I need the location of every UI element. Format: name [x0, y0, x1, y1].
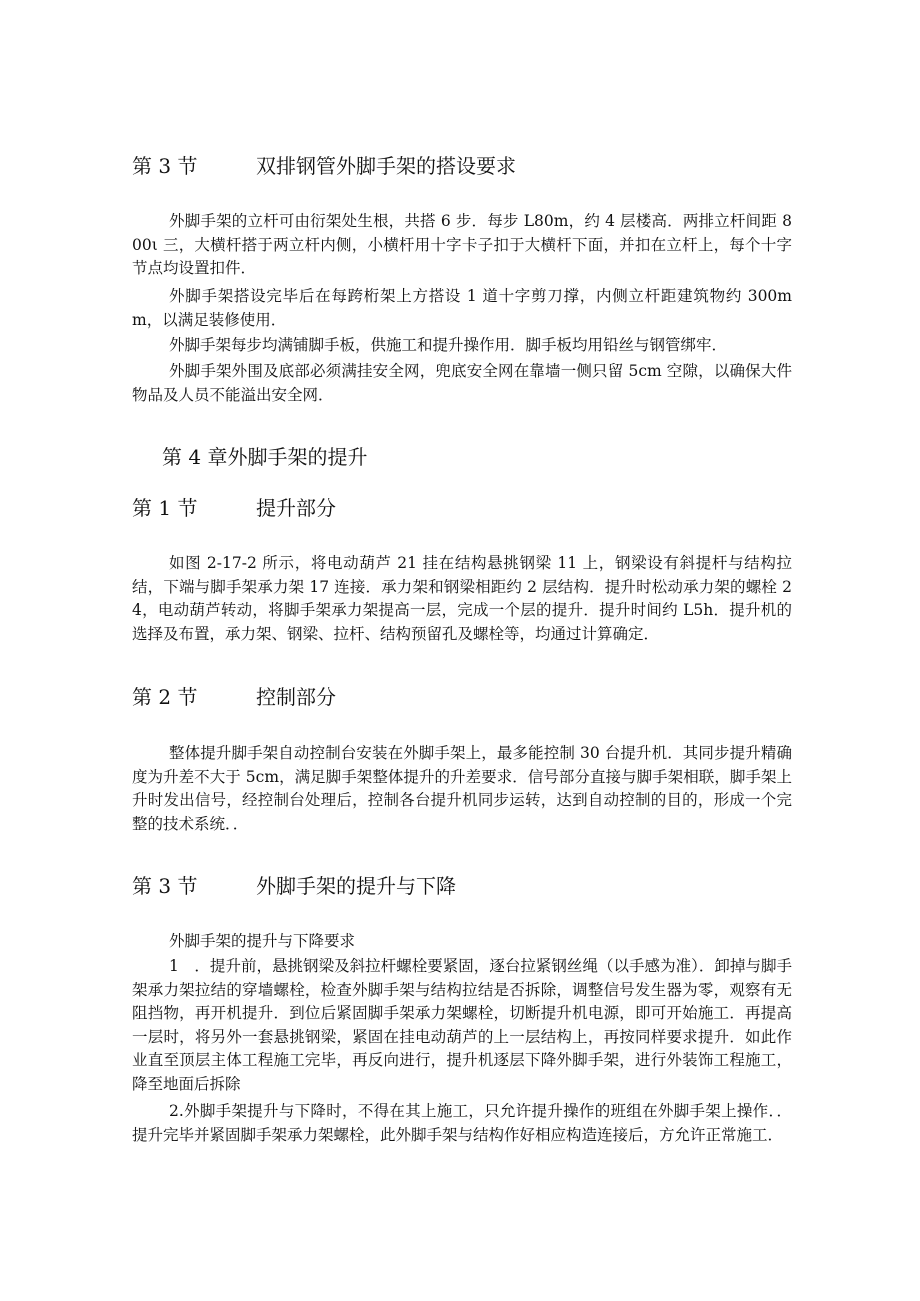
- section-title: 双排钢管外脚手架的搭设要求: [256, 154, 516, 178]
- section-heading-3b: [132, 872, 456, 900]
- paragraph-3b-intro: 外脚手架的提升与下降要求: [169, 932, 356, 950]
- section-heading-1: [132, 494, 336, 522]
- paragraph-3a-2: 外脚手架搭设完毕后在每跨桁架上方搭设 1 道十字剪刀撑，内侧立杆距建筑物约 300mm，以满足装修使用．: [132, 287, 792, 329]
- paragraph-2: 整体提升脚手架自动控制台安装在外脚手架上，最多能控制 30 台提升机．其同步提升精确度为升差不大于 5cm，满足脚手架整体提升的升差要求．信号部分直接与脚手架相联，脚手架上升时发出信号，经控制台处理后，控制各台提升机同步运转，达到自动控制的目的，形成一个完整的技术系统．．: [132, 744, 792, 833]
- section-title: 提升部分: [256, 496, 336, 520]
- paragraph-1: 如图 2-17-2 所示，将电动葫芦 21 挂在结构悬挑钢梁 11 上，钢梁设有斜提杆与结构拉结，下端与脚手架承力架 17 连接．承力架和钢梁相距约 2 层结构．提升时松动承力架的螺栓 24，电动葫芦转动，将脚手架承力架提高一层，完成一个层的提升．提升时间约 L5h．提升机的选择及布置，承力架、钢梁、拉杆、结构预留孔及螺栓等，均通过计算确定．: [132, 554, 792, 643]
- section-heading-2: [132, 683, 336, 711]
- section-title: 外脚手架的提升与下降: [256, 874, 456, 898]
- chapter-title: 第 4 章外脚手架的提升: [162, 445, 368, 469]
- paragraph-3a-1: 外脚手架的立杆可由衍架处生根，共搭 6 步．每步 L80m，约 4 层楼高．两排立杆间距 800ι 三，大横杆搭于两立杆内侧，小横杆用十字卡子扣于大横杆下面，并扣在立杆上，每个十字节点均设置扣件．: [132, 212, 792, 277]
- section-title: 控制部分: [256, 685, 336, 709]
- section-number: 第 1 节: [132, 496, 198, 520]
- section-number: 第 3 节: [132, 874, 198, 898]
- section-number: 第 2 节: [132, 685, 198, 709]
- paragraph-3a-3: 外脚手架每步均满铺脚手板，供施工和提升操作用．脚手板均用铅丝与钢管绑牢．: [169, 336, 728, 354]
- paragraph-3b-item1: 1 ．提升前，悬挑钢梁及斜拉杆螺栓要紧固，逐台拉紧钢丝绳（以手感为准）．卸掉与脚手架承力架拉结的穿墙螺栓，检查外脚手架与结构拉结是否拆除，调整信号发生器为零，观察有无阻挡物，再开机提升．到位后紧固脚手架承力架螺栓，切断提升机电源，即可开始施工．再提高一层时，将另外一套悬挑钢梁，紧固在挂电动葫芦的上一层结构上，再按同样要求提升．如此作业直至顶层主体工程施工完毕，再反向进行，提升机逐层下降外脚手架，进行外装饰工程施工，降至地面后拆除: [132, 957, 792, 1093]
- paragraph-3b-item2: 2.外脚手架提升与下降时，不得在其上施工，只允许提升操作的班组在外脚手架上操作．．提升完毕并紧固脚手架承力架螺栓，此外脚手架与结构作好相应构造连接后，方允许正常施工．: [132, 1102, 792, 1144]
- section-number: 第 3 节: [132, 154, 198, 178]
- section-heading-3a: [132, 152, 516, 180]
- paragraph-3a-4: 外脚手架外围及底部必须满挂安全网，兜底安全网在靠墙一侧只留 5cm 空隙，以确保大件物品及人员不能溢出安全网．: [132, 362, 792, 404]
